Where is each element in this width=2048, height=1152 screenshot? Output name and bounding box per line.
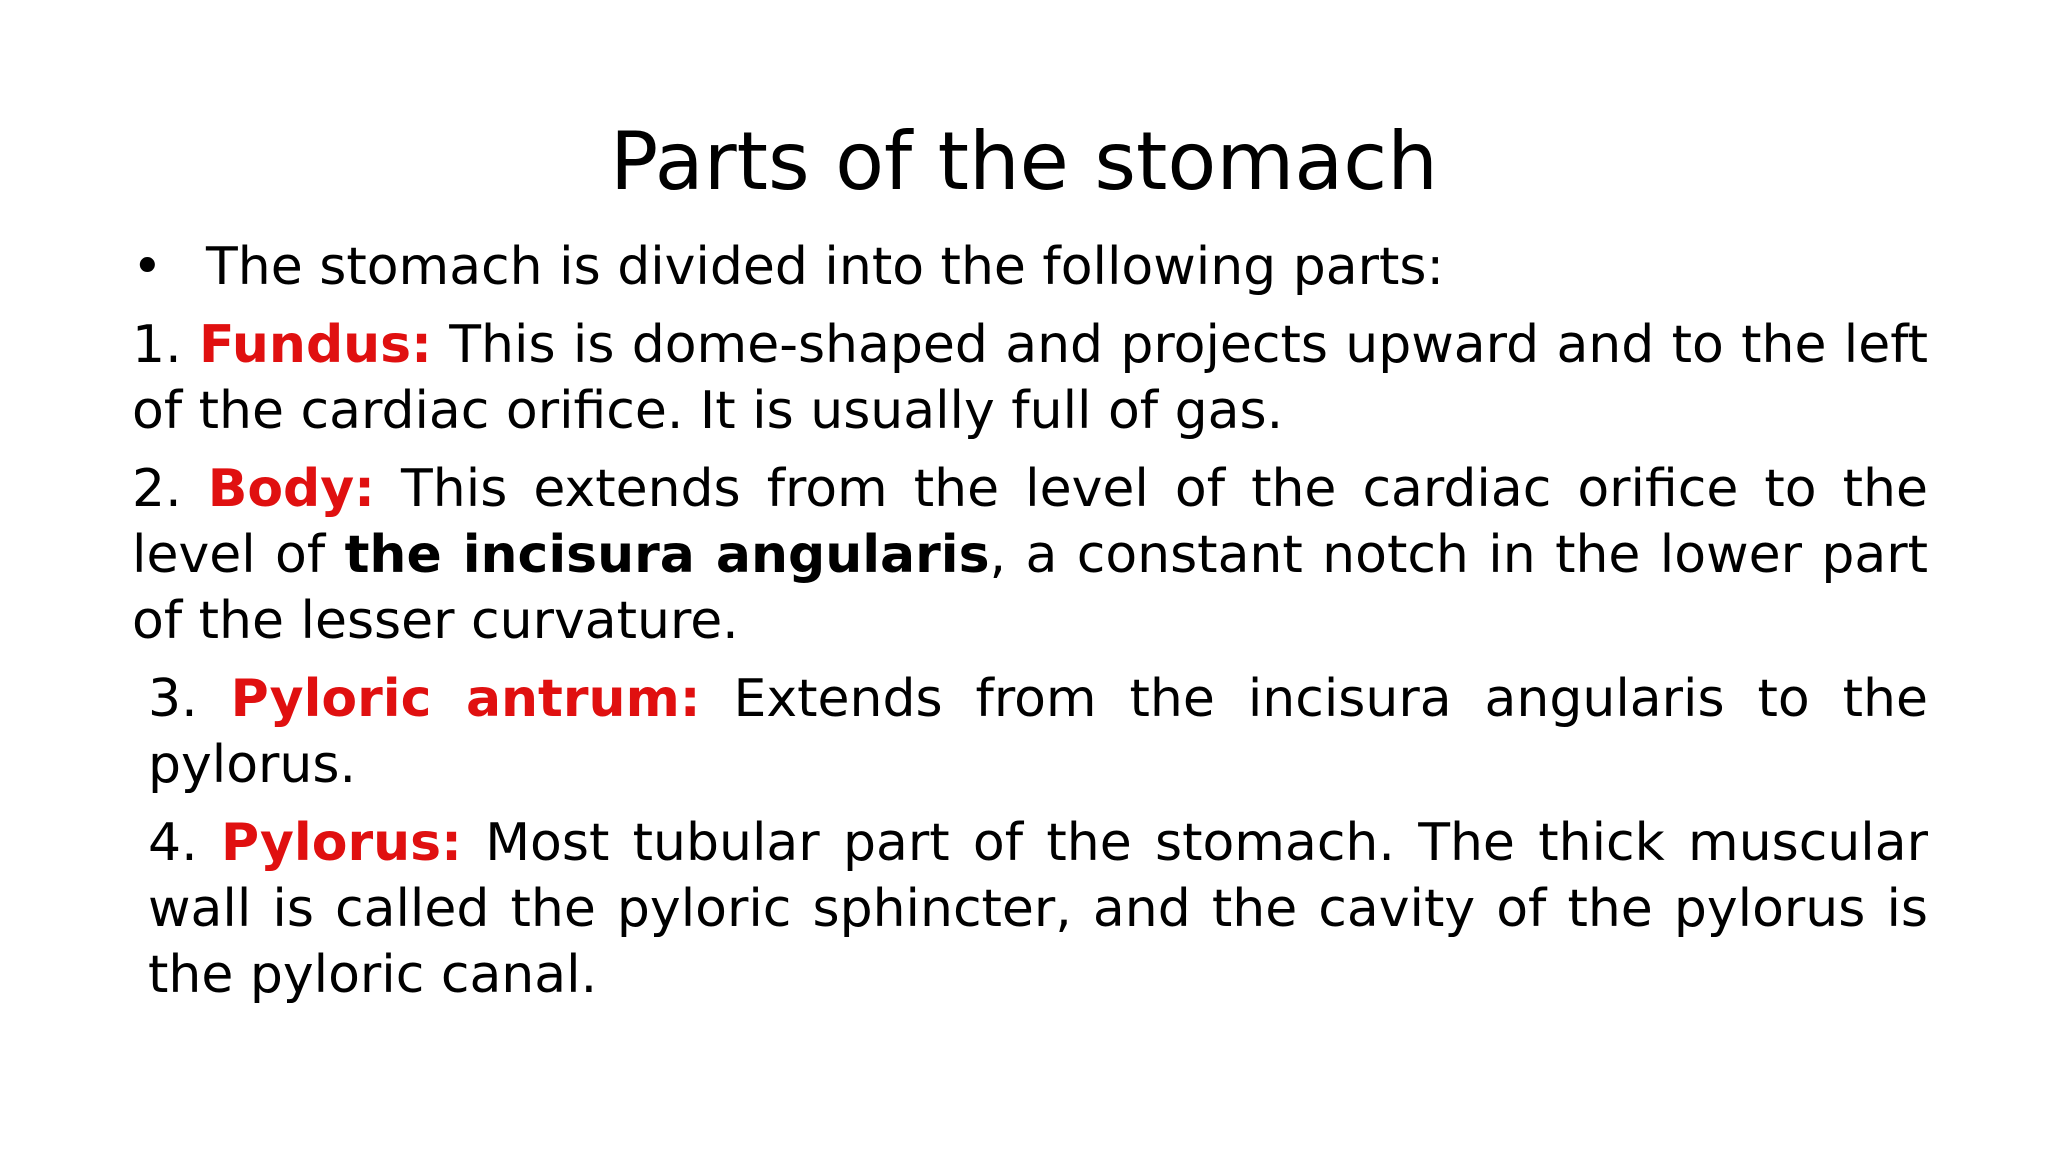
bullet-dot-icon: • <box>132 237 163 297</box>
item-term: Pylorus: <box>220 813 462 873</box>
item-bold-term: the incisura angularis <box>344 525 990 585</box>
intro-text: The stomach is divided into the following parts: <box>206 237 1444 297</box>
list-item-pylorus <box>132 810 1928 1008</box>
item-term: Fundus: <box>198 315 432 375</box>
item-number: 1. <box>132 315 182 375</box>
item-term: Body: <box>207 459 375 519</box>
item-text: Most tubular part of the stomach. The thick muscular wall is called the pyloric sphincter, and the cavity of the pylorus is the pyloric canal. <box>148 813 1928 1005</box>
slide-title: Parts of the stomach <box>610 115 1438 208</box>
item-text: This is dome-shaped and projects upward and to the left of the cardiac orifice. It is usually full of gas. <box>132 315 1929 441</box>
item-text-after: , a constant notch in the lower part of the lesser curvature. <box>132 525 1929 651</box>
intro-bullet <box>132 234 1928 300</box>
item-term: Pyloric antrum: <box>230 669 701 729</box>
item-number: 2. <box>132 459 182 519</box>
list-item-fundus <box>132 312 1928 444</box>
item-number: 4. <box>148 813 198 873</box>
slide-content <box>132 234 1928 1020</box>
item-text: This extends from the level of the cardiac orifice to the level of <box>132 459 1928 585</box>
item-number: 3. <box>148 669 198 729</box>
list-item-body <box>132 456 1928 654</box>
list-item-pyloric-antrum <box>132 666 1928 798</box>
item-text: Extends from the incisura angularis to the pylorus. <box>148 669 1929 795</box>
